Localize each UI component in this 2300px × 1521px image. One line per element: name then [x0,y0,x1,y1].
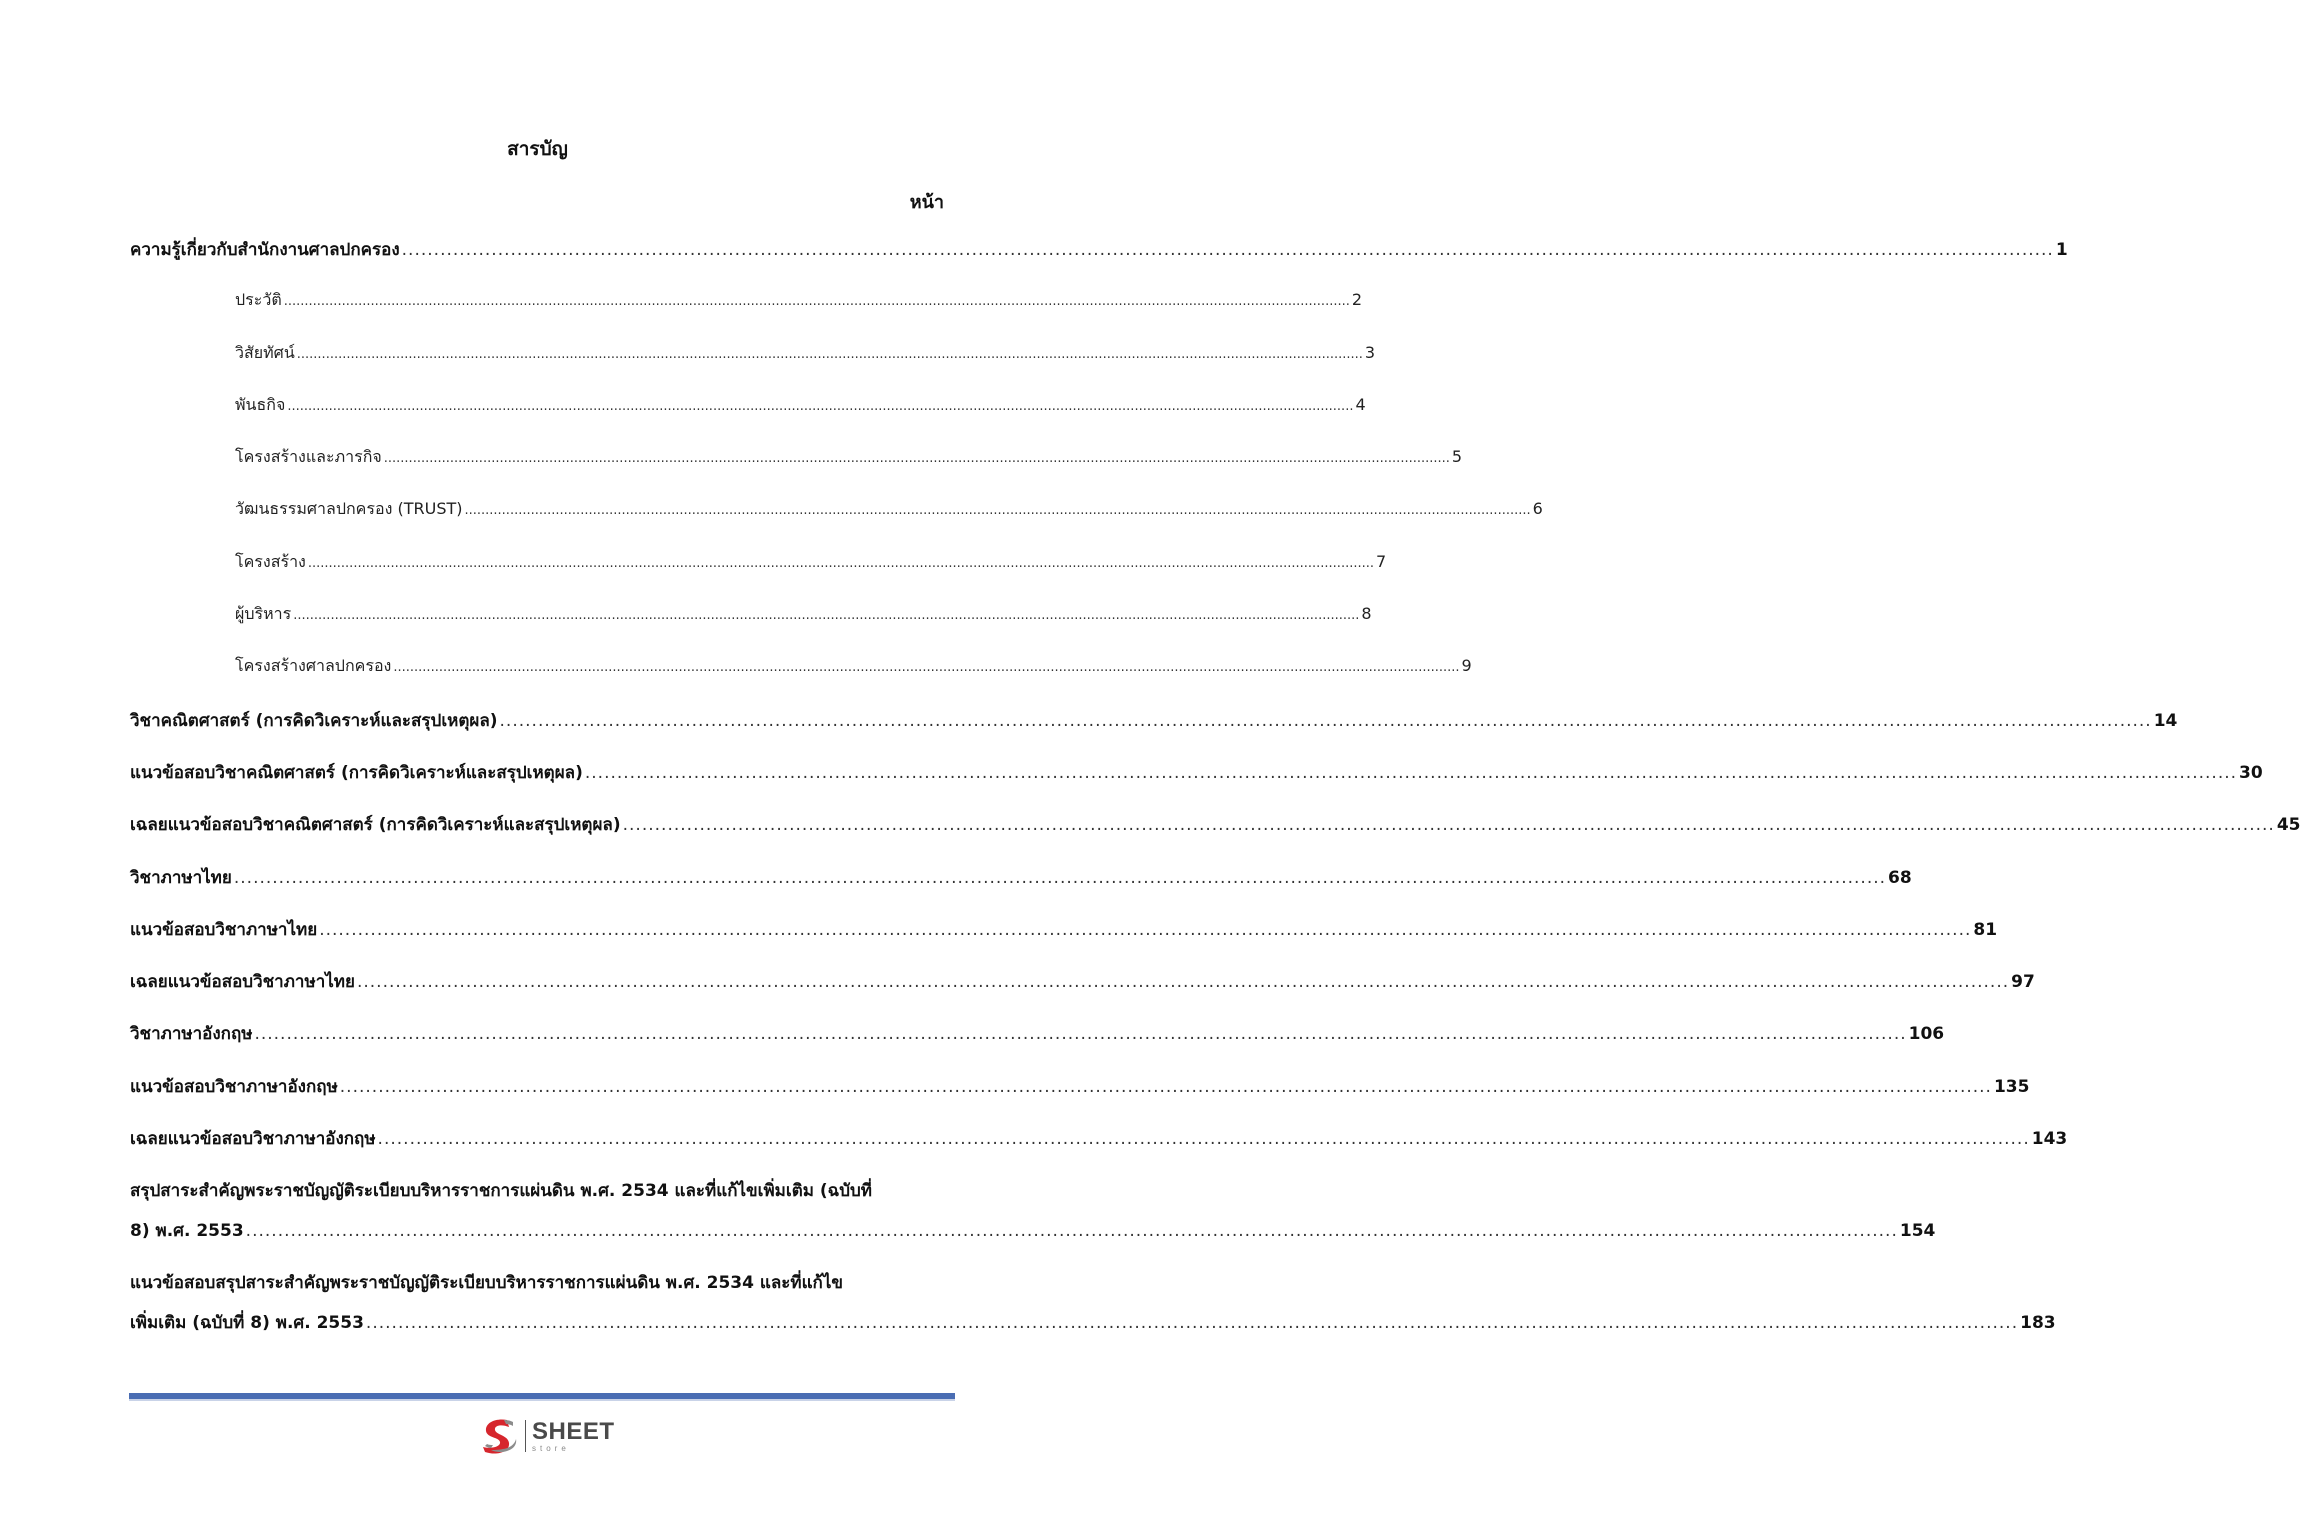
toc-entry-title: แนวข้อสอบวิชาภาษาอังกฤษ [130,1076,338,1097]
toc-entry-title: ความรู้เกี่ยวกับสำนักงานศาลปกครอง [130,240,400,260]
toc-entry-list [130,236,2300,1177]
sheet-store-s-logo-icon [477,1414,521,1458]
toc-dot-leader: .................................................................................................................................................................................................................................................................. [283,294,1350,310]
toc-page-number: 14 [2153,710,2178,731]
toc-entry-sub [130,497,1543,549]
toc-page-number: 143 [2031,1129,2068,1150]
toc-entry-main [130,811,2300,863]
toc-entry-sub [130,602,1372,654]
footer-divider-shadow [129,1399,955,1401]
toc-entry-title-line1: สรุปสาระสำคัญพระราชบัญญัติระเบียบบริหารราชการแผ่นดิน พ.ศ. 2534 และที่แก้ไขเพิ่มเติม (ฉบับที่ [130,1181,872,1202]
logo-text [532,1417,615,1453]
toc-entry-main [130,1125,2068,1177]
toc-dot-leader: .................................................................................................................................................................................................................................................................. [401,240,2054,260]
table-of-contents [130,236,2300,1361]
toc-entry-title-line1: แนวข้อสอบสรุปสาระสำคัญพระราชบัญญัติระเบียบบริหารราชการแผ่นดิน พ.ศ. 2534 และที่แก้ไข [130,1273,843,1294]
toc-entry-wrapped [130,1269,2056,1361]
toc-page-number: 8 [1361,604,1372,624]
toc-dot-leader: .................................................................................................................................................................................................................................................................. [584,762,2238,783]
page-title: สารบัญ [507,138,568,160]
logo-wordmark: SHEET [532,1417,615,1445]
toc-dot-leader: .................................................................................................................................................................................................................................................................. [307,555,1374,571]
toc-entry-main [130,864,1912,916]
toc-entry-title: วิชาภาษาไทย [130,867,232,888]
toc-dot-leader: .................................................................................................................................................................................................................................................................. [377,1129,2030,1150]
toc-entry-title: วิชาคณิตศาสตร์ (การคิดวิเคราะห์และสรุปเหตุผล) [130,710,498,731]
toc-page-number: 154 [1899,1221,1936,1242]
toc-entry-wrapped [130,1177,1936,1269]
toc-entry-sub [130,288,1363,340]
toc-entry-line2 [130,1217,1936,1244]
toc-dot-leader: .................................................................................................................................................................................................................................................................. [245,1221,1898,1242]
toc-entry-title: โครงสร้าง [235,551,306,571]
toc-entry-title: ประวัติ [235,290,282,310]
toc-entry-title: เฉลยแนวข้อสอบวิชาภาษาไทย [130,972,355,993]
toc-dot-leader: .................................................................................................................................................................................................................................................................. [339,1076,1992,1097]
toc-dot-leader: .................................................................................................................................................................................................................................................................. [499,710,2152,731]
toc-dot-leader: .................................................................................................................................................................................................................................................................. [393,660,1460,676]
toc-page-number: 183 [2020,1313,2056,1334]
toc-page-number: 1 [2055,240,2068,260]
toc-dot-leader: .................................................................................................................................................................................................................................................................. [365,1313,2019,1334]
toc-entry-main [130,968,2035,1020]
toc-entry-main [130,707,2178,759]
sheet-store-logo [477,1412,627,1460]
toc-dot-leader: .................................................................................................................................................................................................................................................................. [287,398,1354,414]
toc-page-number: 9 [1461,656,1472,676]
toc-dot-leader: .................................................................................................................................................................................................................................................................. [254,1024,1907,1045]
toc-dot-leader: .................................................................................................................................................................................................................................................................. [622,815,2275,836]
toc-entry-title: ผู้บริหาร [235,604,292,624]
toc-entry-sub [130,393,1366,445]
toc-entry-main [130,236,2068,288]
toc-page-number: 3 [1364,342,1376,362]
toc-entry-sub [130,654,1472,706]
toc-page-number: 68 [1888,867,1912,888]
logo-divider [525,1420,526,1452]
toc-entry-title: วิสัยทัศน์ [235,342,295,362]
toc-dot-leader: .................................................................................................................................................................................................................................................................. [383,451,1450,467]
toc-dot-leader: .................................................................................................................................................................................................................................................................. [319,919,1972,940]
toc-entry-title: พันธกิจ [235,394,286,414]
toc-entry-title: วิชาภาษาอังกฤษ [130,1024,253,1045]
toc-dot-leader: .................................................................................................................................................................................................................................................................. [296,346,1363,362]
toc-dot-leader: .................................................................................................................................................................................................................................................................. [464,503,1531,519]
toc-entry-title: โครงสร้างศาลปกครอง [235,656,392,676]
toc-entry-title: เฉลยแนวข้อสอบวิชาภาษาอังกฤษ [130,1129,376,1150]
toc-page-number: 106 [1908,1024,1945,1045]
logo-subtext: store [532,1443,570,1453]
toc-entry-title-line2: 8) พ.ศ. 2553 [130,1221,244,1242]
toc-entry-title: แนวข้อสอบวิชาภาษาไทย [130,919,318,940]
toc-entry-line2 [130,1309,2056,1336]
toc-entry-main [130,916,1998,968]
toc-entry-title: โครงสร้างและภารกิจ [235,447,382,467]
toc-entry-title: วัฒนธรรมศาลปกครอง (TRUST) [235,499,463,519]
toc-page-number: 30 [2239,762,2263,783]
toc-page-number: 45 [2276,815,2300,836]
toc-page-number: 97 [2011,972,2035,993]
toc-dot-leader: .................................................................................................................................................................................................................................................................. [293,608,1360,624]
toc-page-number: 4 [1355,394,1366,414]
toc-page-number: 81 [1973,919,1998,940]
page-column-label: หน้า [909,192,944,213]
toc-dot-leader: .................................................................................................................................................................................................................................................................. [233,867,1887,888]
toc-entry-title: แนวข้อสอบวิชาคณิตศาสตร์ (การคิดวิเคราะห์และสรุปเหตุผล) [130,762,583,783]
toc-page-number: 135 [1993,1076,2030,1097]
toc-entry-sub [130,550,1387,602]
toc-entry-title-line2: เพิ่มเติม (ฉบับที่ 8) พ.ศ. 2553 [130,1313,364,1334]
toc-wrapped-entry-list [130,1177,2056,1361]
toc-page-number: 5 [1451,447,1463,467]
toc-entry-main [130,1020,1945,1072]
toc-entry-title: เฉลยแนวข้อสอบวิชาคณิตศาสตร์ (การคิดวิเคราะห์และสรุปเหตุผล) [130,815,621,836]
toc-entry-sub [130,341,1376,393]
toc-dot-leader: .................................................................................................................................................................................................................................................................. [356,972,2010,993]
toc-entry-main [130,759,2263,811]
toc-entry-sub [130,445,1463,497]
toc-page-number: 2 [1351,290,1363,310]
toc-entry-main [130,1073,2030,1125]
toc-page-number: 6 [1532,499,1543,519]
toc-page-number: 7 [1376,551,1387,571]
